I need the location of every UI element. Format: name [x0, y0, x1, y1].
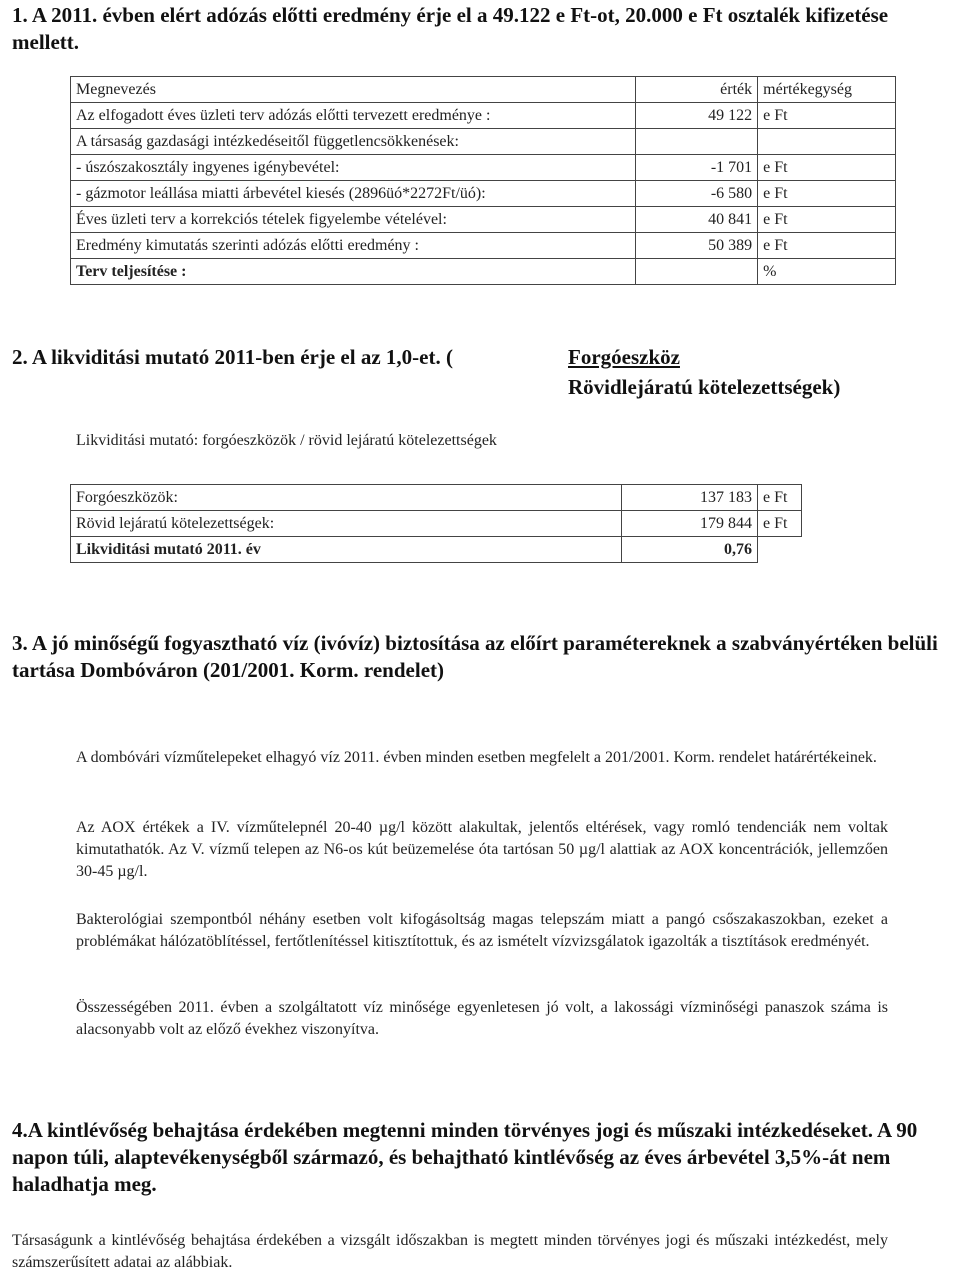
row-name: A társaság gazdasági intézkedéseitől függetlencsökkenések:: [71, 129, 636, 155]
row-value: 0,76: [622, 537, 758, 563]
row-value: 50 389: [636, 233, 758, 259]
row-value: [636, 259, 758, 285]
section4-paragraph: Társaságunk a kintlévőség behajtása érdekében a vizsgált időszakban is megtett minden törvényes jogi és műszaki intézkedést, mely számszerűsített adatai az alábbiak.: [12, 1232, 888, 1271]
row-unit: e Ft: [758, 207, 896, 233]
header-name: Megnevezés: [71, 77, 636, 103]
section2-title-numerator: Forgóeszköz: [568, 345, 680, 369]
row-name: Az elfogadott éves üzleti terv adózás előtti tervezett eredménye :: [71, 103, 636, 129]
table-row: [71, 485, 802, 511]
row-name: Terv teljesítése :: [71, 259, 636, 285]
table-row: [71, 129, 896, 155]
section4-title: 4.A kintlévőség behajtása érdekében megtenni minden törvényes jogi és műszaki intézkedéseket. A 90 napon túli, alaptevékenységből származó, és behajtható kintlévőség az éves árbevétel 3,5%-át nem haladhatja meg.: [12, 1118, 918, 1196]
row-name: Likviditási mutató 2011. év: [71, 537, 622, 563]
row-name: Éves üzleti terv a korrekciós tételek figyelembe vételével:: [71, 207, 636, 233]
table-row: [71, 103, 896, 129]
section3-paragraph: A dombóvári vízműtelepeket elhagyó víz 2011. évben minden esetben megfelelt a 201/2001. Korm. rendelet határértékeinek.: [76, 749, 877, 766]
table-row: [71, 155, 896, 181]
table-row: [71, 511, 802, 537]
section1-title: 1. A 2011. évben elért adózás előtti eredmény érje el a 49.122 e Ft-ot, 20.000 e Ft osztalék kifizetése mellett.: [12, 3, 889, 54]
table-row: [71, 181, 896, 207]
row-unit: [758, 537, 802, 563]
table-header-row: [71, 77, 896, 103]
table-row: [71, 207, 896, 233]
row-unit: %: [758, 259, 896, 285]
section3-title: 3. A jó minőségű fogyasztható víz (ivóvíz) biztosítása az előírt paramétereknek a szabványértéken belüli tartása Dombóváron (201/2001. Korm. rendelet): [12, 631, 938, 682]
row-value: -6 580: [636, 181, 758, 207]
row-unit: e Ft: [758, 485, 802, 511]
table-row: [71, 233, 896, 259]
row-unit: [758, 129, 896, 155]
section3-paragraph: Bakterológiai szempontból néhány esetben volt kifogásoltság magas telepszám miatt a pangó csőszakaszokban, ezeket a problémákat hálózatöblítéssel, fertőtlenítéssel kitisztítottuk, és az ismételt vízvizsgálatok igazolták a tisztítások eredményét.: [76, 911, 888, 950]
row-value: -1 701: [636, 155, 758, 181]
row-name: Rövid lejáratú kötelezettségek:: [71, 511, 622, 537]
row-unit: e Ft: [758, 155, 896, 181]
row-name: - úszószakosztály ingyenes igénybevétel:: [71, 155, 636, 181]
header-value: érték: [636, 77, 758, 103]
section2-title-denominator: Rövidlejáratú kötelezettségek): [568, 375, 841, 399]
plan-result-table: [70, 76, 896, 285]
row-unit: e Ft: [758, 233, 896, 259]
row-name: Forgóeszközök:: [71, 485, 622, 511]
row-unit: e Ft: [758, 103, 896, 129]
liquidity-formula: Likviditási mutató: forgóeszközök / rövid lejáratú kötelezettségek: [76, 432, 497, 449]
row-value: 40 841: [636, 207, 758, 233]
section2-title-main: 2. A likviditási mutató 2011-ben érje el az 1,0-et. (: [12, 345, 453, 369]
liquidity-table: [70, 484, 802, 563]
row-value: 49 122: [636, 103, 758, 129]
row-unit: e Ft: [758, 511, 802, 537]
table-row: [71, 537, 802, 563]
section3-paragraph: Összességében 2011. évben a szolgáltatott víz minősége egyenletesen jó volt, a lakossági vízminőségi panaszok száma is alacsonyabb volt az előző évekhez viszonyítva.: [76, 999, 888, 1038]
header-unit: mértékegység: [758, 77, 896, 103]
section3-paragraph: Az AOX értékek a IV. vízműtelepnél 20-40 µg/l között alakultak, jelentős eltérések, vagy romló tendenciák nem voltak kimutathatók. Az V. vízmű telepen az N6-os kút beüzemelése óta tartósan 50 µg/l alattiak az AOX koncentrációk, jellemzően 30-45 µg/l.: [76, 819, 888, 880]
row-value: 137 183: [622, 485, 758, 511]
row-name: Eredmény kimutatás szerinti adózás előtti eredmény :: [71, 233, 636, 259]
table-row: [71, 259, 896, 285]
row-value: [636, 129, 758, 155]
row-unit: e Ft: [758, 181, 896, 207]
row-name: - gázmotor leállása miatti árbevétel kiesés (2896üó*2272Ft/üó):: [71, 181, 636, 207]
row-value: 179 844: [622, 511, 758, 537]
